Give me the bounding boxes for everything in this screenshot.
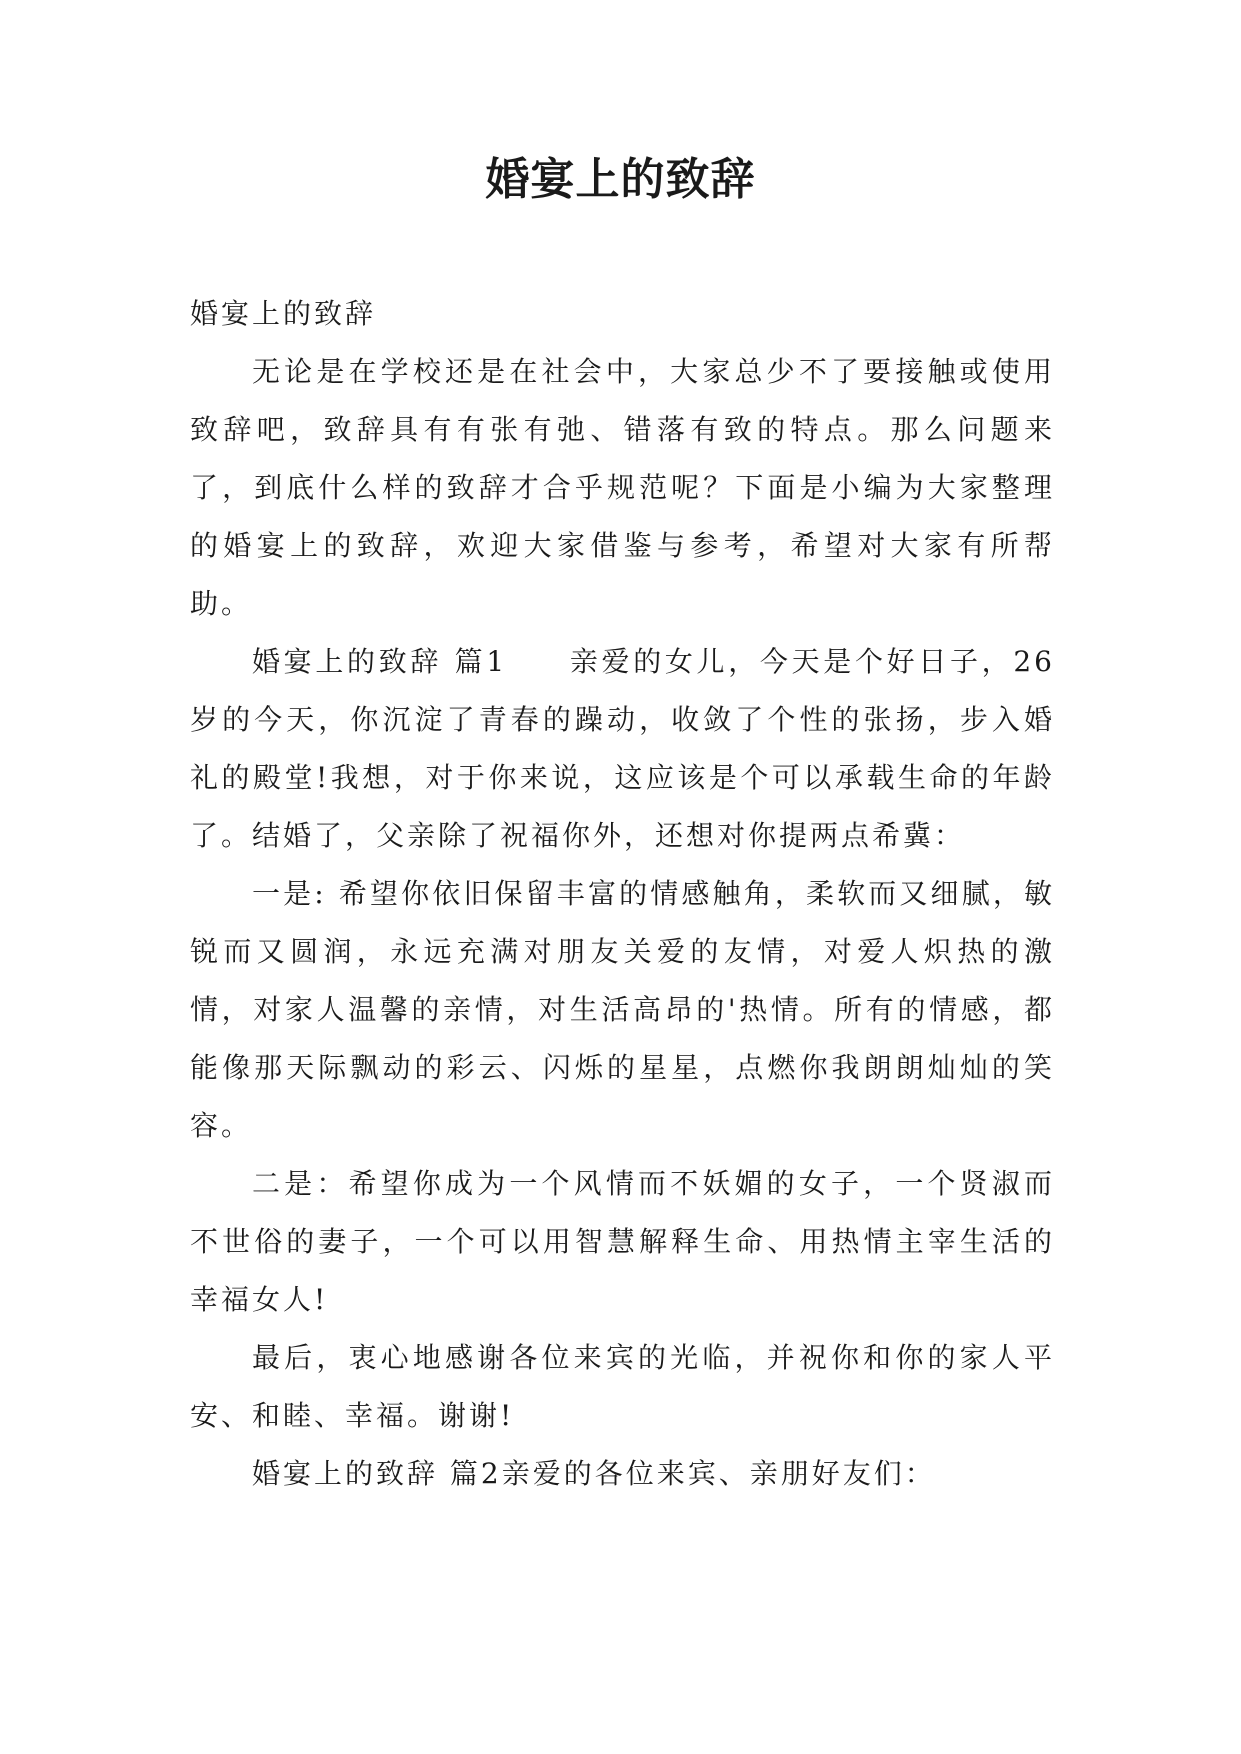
document-title: 婚宴上的致辞 (485, 154, 756, 205)
intro-paragraph: 无论是在学校还是在社会中，大家总少不了要接触或使用致辞吧，致辞具有有张有弛、错落有致的特点。那么问题来了，到底什么样的致辞才合乎规范呢？下面是小编为大家整理的婚宴上的致辞，欢迎大家借鉴与参考，希望对大家有所帮助。 (190, 355, 1055, 620)
point1-paragraph: 一是: 希望你依旧保留丰富的情感触角，柔软而又细腻，敏锐而又圆润，永远充满对朋友关爱的友情，对爱人炽热的激情，对家人温馨的亲情，对生活高昂的'热情。所有的情感，都能像那天际飘动的彩云、闪烁的星星，点燃你我朗朗灿灿的笑容。 (190, 877, 1055, 1142)
document-subtitle: 婚宴上的致辞 (190, 297, 377, 330)
document-body (190, 285, 1055, 1503)
point2-paragraph: 二是：希望你成为一个风情而不妖媚的女子，一个贤淑而不世俗的妻子，一个可以用智慧解释生命、用热情主宰生活的幸福女人! (190, 1167, 1055, 1316)
closing-paragraph: 最后，衷心地感谢各位来宾的光临，并祝你和你的家人平安、和睦、幸福。谢谢! (190, 1341, 1055, 1432)
section2-text: 亲爱的各位来宾、亲朋好友们： (501, 1457, 936, 1490)
section1-paragraph (190, 633, 1055, 865)
section2-heading: 婚宴上的致辞 篇2 (252, 1457, 502, 1490)
section2-paragraph (190, 1445, 1055, 1503)
section1-text: 亲爱的女儿，今天是个好日子，26岁的今天，你沉淀了青春的躁动，收敛了个性的张扬，步入婚礼的殿堂!我想，对于你来说，这应该是个可以承载生命的年龄了。结婚了，父亲除了祝福你外，还想对你提两点希冀： (190, 645, 1055, 852)
section1-heading: 婚宴上的致辞 篇1 (252, 645, 508, 678)
